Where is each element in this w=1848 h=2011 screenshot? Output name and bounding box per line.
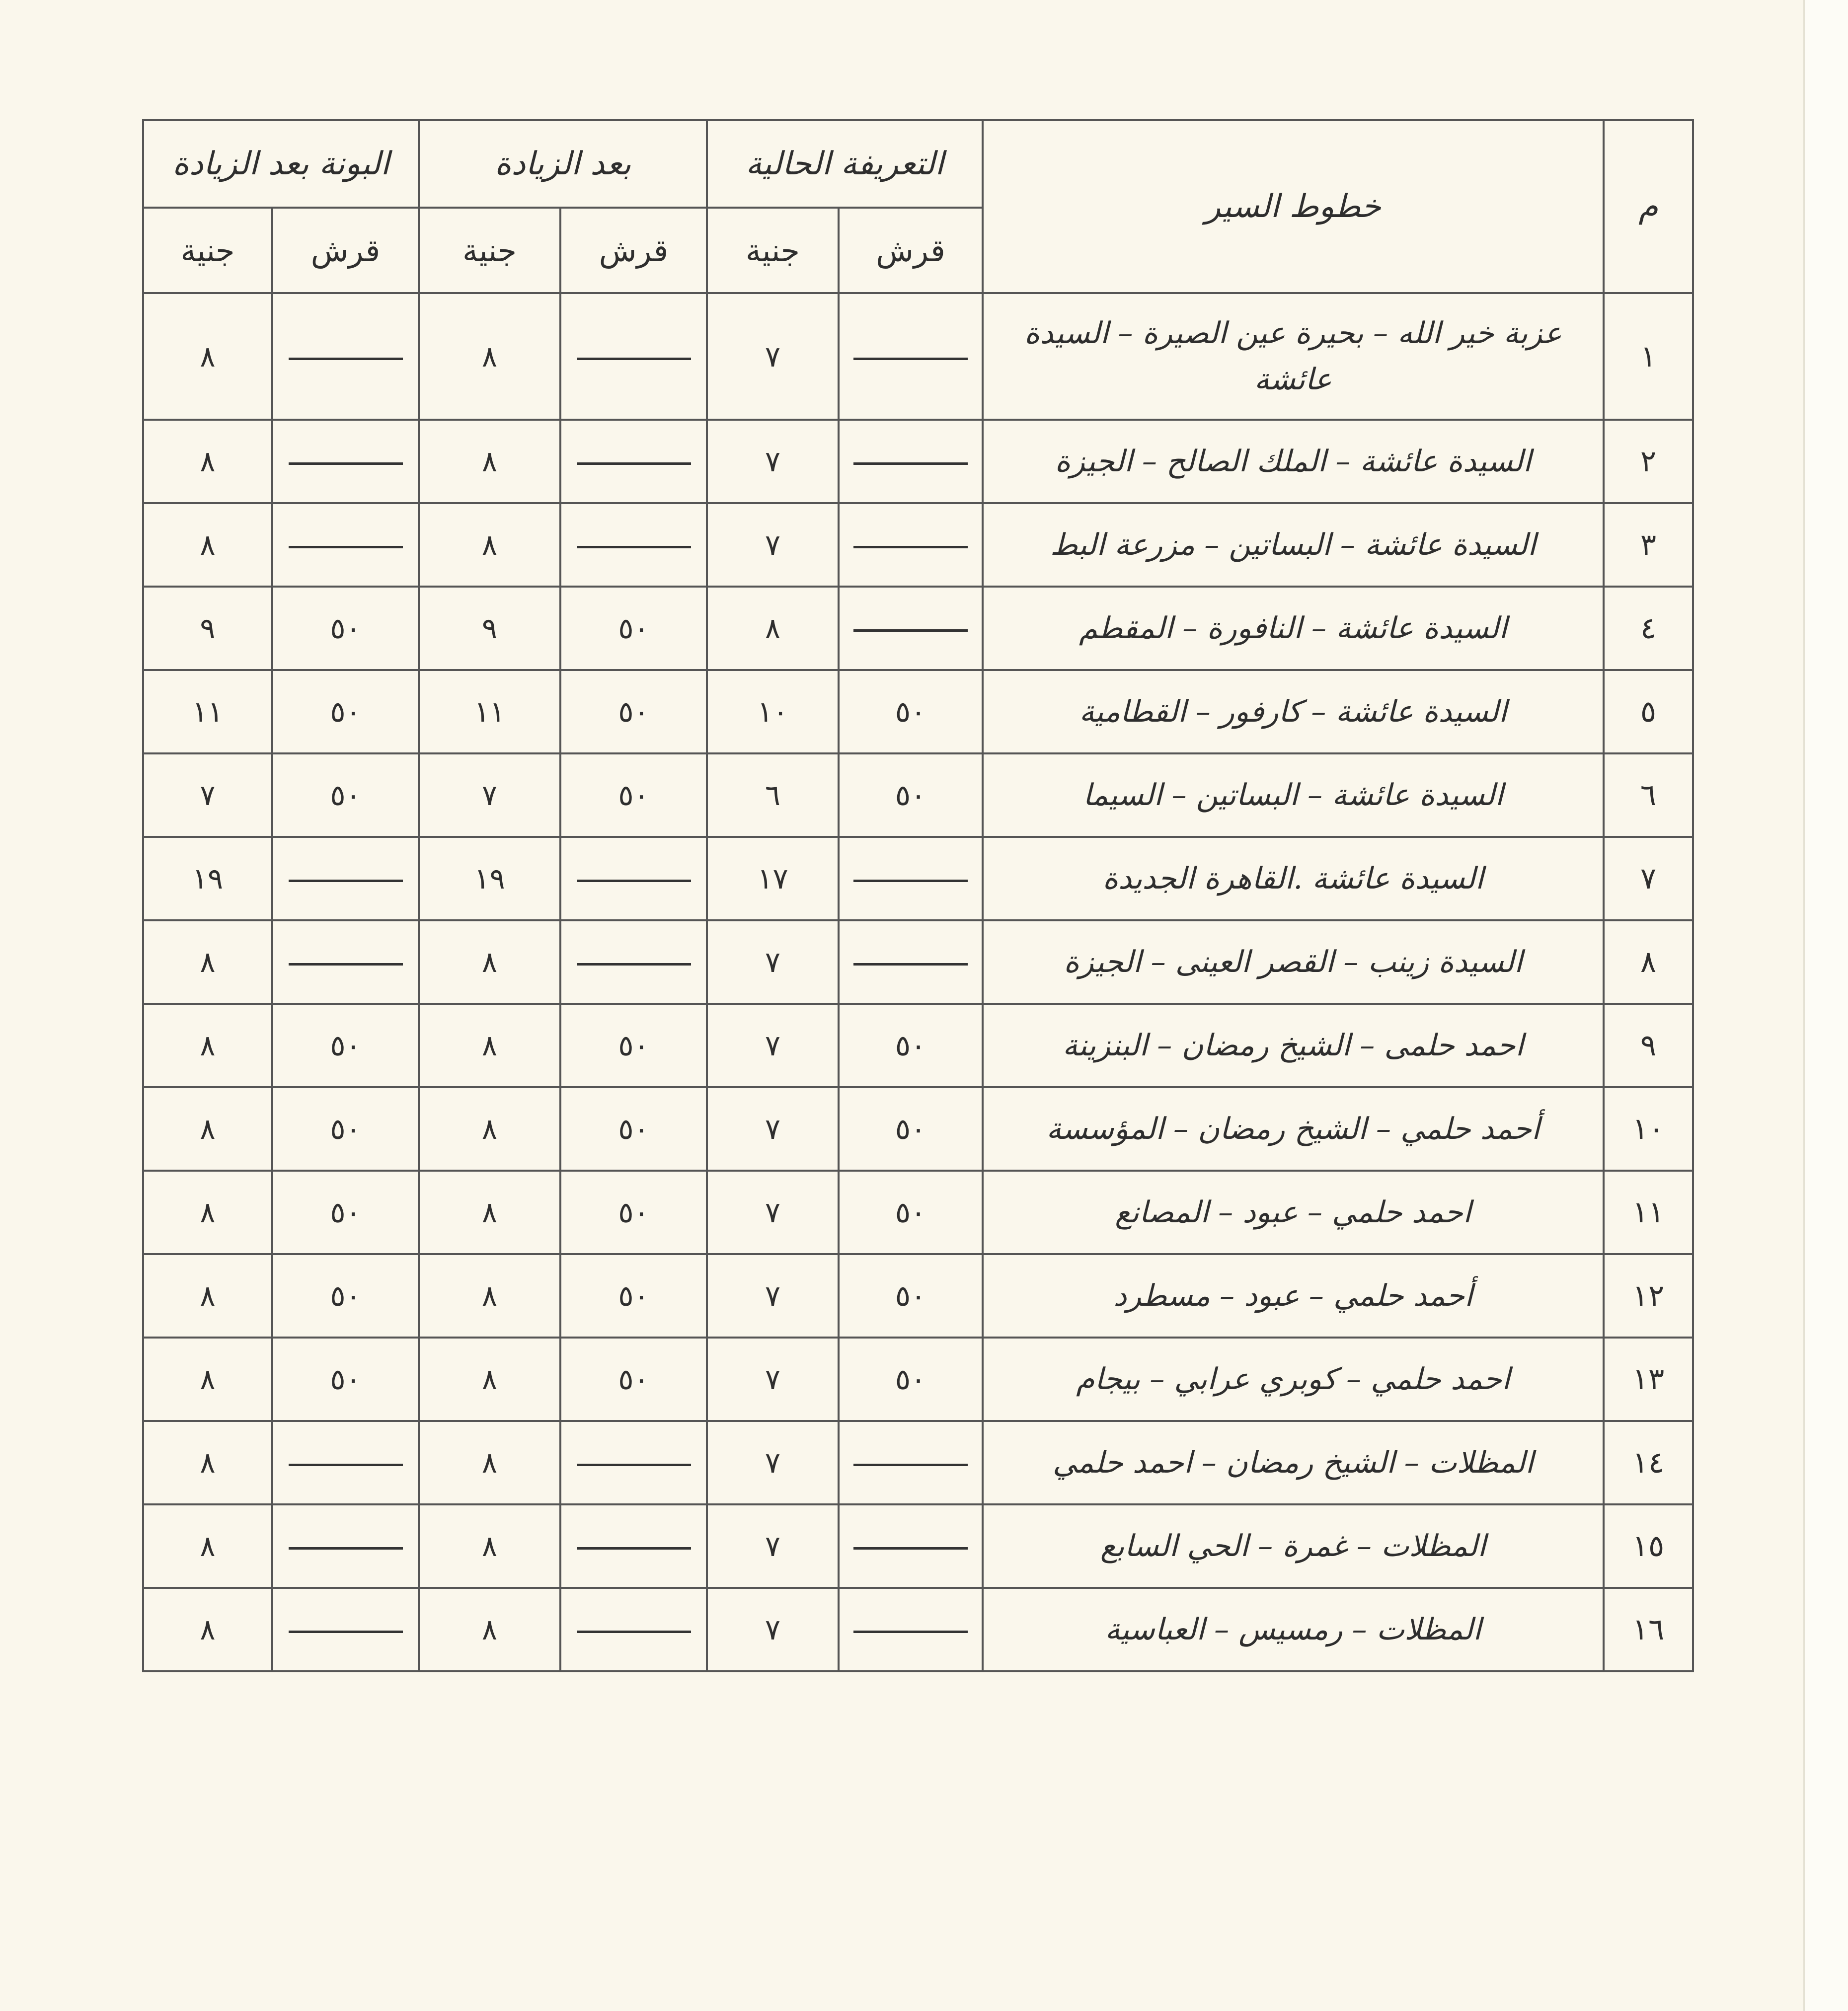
current-pound: ٦ bbox=[707, 753, 839, 837]
coupon-piaster: ٥٠ bbox=[272, 1004, 419, 1087]
route-name: السيدة عائشة – البساتين – السيما bbox=[983, 753, 1604, 837]
table-row bbox=[143, 670, 1693, 753]
current-pound: ١٠ bbox=[707, 670, 839, 753]
row-index: ٣ bbox=[1604, 503, 1693, 587]
route-name: أحمد حلمي – الشيخ رمضان – المؤسسة bbox=[983, 1087, 1604, 1171]
current-piaster bbox=[839, 1421, 983, 1504]
fare-table bbox=[142, 119, 1694, 1672]
after-pound: ٨ bbox=[419, 1171, 560, 1254]
after-piaster: ٥٠ bbox=[560, 1004, 707, 1087]
coupon-pound: ٨ bbox=[143, 1004, 272, 1087]
current-pound: ٧ bbox=[707, 1254, 839, 1338]
table-row bbox=[143, 293, 1693, 420]
coupon-pound: ٨ bbox=[143, 1588, 272, 1671]
route-name: المظلات – رمسيس – العباسية bbox=[983, 1588, 1604, 1671]
page-edge bbox=[1803, 0, 1848, 2011]
current-piaster: ٥٠ bbox=[839, 1004, 983, 1087]
row-index: ١ bbox=[1604, 293, 1693, 420]
coupon-pound: ٨ bbox=[143, 1254, 272, 1338]
empty-dash bbox=[289, 358, 403, 360]
after-pound: ٩ bbox=[419, 587, 560, 670]
after-piaster: ٥٠ bbox=[560, 587, 707, 670]
empty-dash bbox=[289, 546, 403, 548]
after-piaster bbox=[560, 503, 707, 587]
after-piaster bbox=[560, 420, 707, 503]
current-piaster bbox=[839, 293, 983, 420]
subheader-pound: جنية bbox=[419, 208, 560, 293]
coupon-pound: ٧ bbox=[143, 753, 272, 837]
subheader-piaster: قرش bbox=[839, 208, 983, 293]
row-index: ١٥ bbox=[1604, 1504, 1693, 1588]
current-piaster bbox=[839, 587, 983, 670]
coupon-pound: ٨ bbox=[143, 420, 272, 503]
empty-dash bbox=[289, 1547, 403, 1550]
route-name: المظلات – غمرة – الحي السابع bbox=[983, 1504, 1604, 1588]
after-piaster: ٥٠ bbox=[560, 1087, 707, 1171]
coupon-piaster: ٥٠ bbox=[272, 1254, 419, 1338]
coupon-pound: ٨ bbox=[143, 1421, 272, 1504]
empty-dash bbox=[853, 462, 968, 465]
after-pound: ٨ bbox=[419, 1504, 560, 1588]
route-name: المظلات – الشيخ رمضان – احمد حلمي bbox=[983, 1421, 1604, 1504]
empty-dash bbox=[853, 358, 968, 360]
current-pound: ٧ bbox=[707, 1338, 839, 1421]
table-row bbox=[143, 420, 1693, 503]
subheader-piaster: قرش bbox=[560, 208, 707, 293]
current-pound: ٧ bbox=[707, 1588, 839, 1671]
coupon-piaster bbox=[272, 293, 419, 420]
current-piaster: ٥٠ bbox=[839, 1171, 983, 1254]
row-index: ١٣ bbox=[1604, 1338, 1693, 1421]
row-index: ١٤ bbox=[1604, 1421, 1693, 1504]
table-row bbox=[143, 1087, 1693, 1171]
table-row bbox=[143, 753, 1693, 837]
table-row bbox=[143, 1004, 1693, 1087]
after-pound: ٨ bbox=[419, 1254, 560, 1338]
empty-dash bbox=[577, 880, 691, 882]
coupon-piaster: ٥٠ bbox=[272, 1171, 419, 1254]
subheader-pound: جنية bbox=[707, 208, 839, 293]
row-index: ٤ bbox=[1604, 587, 1693, 670]
header-index: م bbox=[1604, 120, 1693, 293]
empty-dash bbox=[853, 546, 968, 548]
after-pound: ٧ bbox=[419, 753, 560, 837]
row-index: ٥ bbox=[1604, 670, 1693, 753]
current-piaster: ٥٠ bbox=[839, 753, 983, 837]
coupon-pound: ٨ bbox=[143, 1087, 272, 1171]
coupon-piaster bbox=[272, 1588, 419, 1671]
after-pound: ١٩ bbox=[419, 837, 560, 920]
empty-dash bbox=[577, 546, 691, 548]
row-index: ١٦ bbox=[1604, 1588, 1693, 1671]
after-piaster bbox=[560, 1588, 707, 1671]
route-name: السيدة عائشة – النافورة – المقطم bbox=[983, 587, 1604, 670]
after-piaster: ٥٠ bbox=[560, 753, 707, 837]
coupon-pound: ٨ bbox=[143, 1504, 272, 1588]
empty-dash bbox=[289, 1631, 403, 1633]
coupon-pound: ٨ bbox=[143, 293, 272, 420]
coupon-pound: ٨ bbox=[143, 1338, 272, 1421]
current-pound: ٧ bbox=[707, 1004, 839, 1087]
after-pound: ١١ bbox=[419, 670, 560, 753]
row-index: ١٠ bbox=[1604, 1087, 1693, 1171]
after-pound: ٨ bbox=[419, 503, 560, 587]
after-piaster: ٥٠ bbox=[560, 1338, 707, 1421]
coupon-piaster bbox=[272, 420, 419, 503]
empty-dash bbox=[289, 1464, 403, 1466]
after-piaster bbox=[560, 1504, 707, 1588]
after-piaster bbox=[560, 1421, 707, 1504]
current-pound: ٧ bbox=[707, 920, 839, 1004]
header-after-increase: بعد الزيادة bbox=[419, 120, 707, 208]
current-pound: ٧ bbox=[707, 1087, 839, 1171]
coupon-piaster bbox=[272, 1504, 419, 1588]
current-pound: ٧ bbox=[707, 293, 839, 420]
header-route: خطوط السير bbox=[983, 120, 1604, 293]
current-piaster bbox=[839, 837, 983, 920]
row-index: ٩ bbox=[1604, 1004, 1693, 1087]
table-row bbox=[143, 1254, 1693, 1338]
after-piaster bbox=[560, 837, 707, 920]
current-pound: ٧ bbox=[707, 1171, 839, 1254]
row-index: ٧ bbox=[1604, 837, 1693, 920]
current-pound: ٧ bbox=[707, 1421, 839, 1504]
route-name: عزبة خير الله – بحيرة عين الصيرة – السيدة عائشة bbox=[983, 293, 1604, 420]
coupon-piaster: ٥٠ bbox=[272, 1087, 419, 1171]
coupon-pound: ٨ bbox=[143, 920, 272, 1004]
table-row bbox=[143, 1421, 1693, 1504]
after-piaster bbox=[560, 920, 707, 1004]
row-index: ٦ bbox=[1604, 753, 1693, 837]
after-piaster: ٥٠ bbox=[560, 1171, 707, 1254]
current-pound: ٨ bbox=[707, 587, 839, 670]
subheader-piaster: قرش bbox=[272, 208, 419, 293]
empty-dash bbox=[577, 1464, 691, 1466]
table-row bbox=[143, 1171, 1693, 1254]
after-pound: ٨ bbox=[419, 1004, 560, 1087]
route-name: أحمد حلمي – عبود – مسطرد bbox=[983, 1254, 1604, 1338]
after-pound: ٨ bbox=[419, 1338, 560, 1421]
empty-dash bbox=[577, 462, 691, 465]
table-row bbox=[143, 587, 1693, 670]
row-index: ١٢ bbox=[1604, 1254, 1693, 1338]
coupon-piaster: ٥٠ bbox=[272, 753, 419, 837]
table-row bbox=[143, 837, 1693, 920]
empty-dash bbox=[853, 1464, 968, 1466]
empty-dash bbox=[853, 1631, 968, 1633]
route-name: السيدة عائشة – البساتين – مزرعة البط bbox=[983, 503, 1604, 587]
current-piaster bbox=[839, 503, 983, 587]
coupon-piaster bbox=[272, 837, 419, 920]
fare-table-body bbox=[143, 293, 1693, 1671]
route-name: احمد حلمى – الشيخ رمضان – البنزينة bbox=[983, 1004, 1604, 1087]
after-pound: ٨ bbox=[419, 920, 560, 1004]
route-name: السيدة زينب – القصر العينى – الجيزة bbox=[983, 920, 1604, 1004]
after-pound: ٨ bbox=[419, 420, 560, 503]
current-pound: ٧ bbox=[707, 1504, 839, 1588]
current-piaster: ٥٠ bbox=[839, 670, 983, 753]
empty-dash bbox=[289, 462, 403, 465]
empty-dash bbox=[577, 1631, 691, 1633]
after-piaster: ٥٠ bbox=[560, 1254, 707, 1338]
route-name: السيدة عائشة .القاهرة الجديدة bbox=[983, 837, 1604, 920]
current-piaster bbox=[839, 1588, 983, 1671]
empty-dash bbox=[853, 963, 968, 966]
subheader-pound: جنية bbox=[143, 208, 272, 293]
table-row bbox=[143, 920, 1693, 1004]
empty-dash bbox=[289, 880, 403, 882]
current-pound: ٧ bbox=[707, 420, 839, 503]
after-pound: ٨ bbox=[419, 1588, 560, 1671]
coupon-piaster: ٥٠ bbox=[272, 587, 419, 670]
empty-dash bbox=[853, 880, 968, 882]
current-piaster: ٥٠ bbox=[839, 1254, 983, 1338]
empty-dash bbox=[577, 358, 691, 360]
table-row bbox=[143, 1588, 1693, 1671]
route-name: احمد حلمي – كوبري عرابي – بيجام bbox=[983, 1338, 1604, 1421]
table-row bbox=[143, 1504, 1693, 1588]
empty-dash bbox=[853, 1547, 968, 1550]
coupon-piaster bbox=[272, 1421, 419, 1504]
row-index: ٢ bbox=[1604, 420, 1693, 503]
route-name: السيدة عائشة – الملك الصالح – الجيزة bbox=[983, 420, 1604, 503]
after-piaster bbox=[560, 293, 707, 420]
coupon-piaster: ٥٠ bbox=[272, 1338, 419, 1421]
coupon-piaster bbox=[272, 503, 419, 587]
coupon-pound: ٩ bbox=[143, 587, 272, 670]
table-row bbox=[143, 1338, 1693, 1421]
row-index: ١١ bbox=[1604, 1171, 1693, 1254]
current-piaster bbox=[839, 920, 983, 1004]
route-name: السيدة عائشة – كارفور – القطامية bbox=[983, 670, 1604, 753]
coupon-piaster bbox=[272, 920, 419, 1004]
after-pound: ٨ bbox=[419, 293, 560, 420]
empty-dash bbox=[853, 629, 968, 632]
table-row bbox=[143, 503, 1693, 587]
coupon-piaster: ٥٠ bbox=[272, 670, 419, 753]
row-index: ٨ bbox=[1604, 920, 1693, 1004]
fare-sheet bbox=[144, 119, 1694, 1672]
route-name: احمد حلمي – عبود – المصانع bbox=[983, 1171, 1604, 1254]
current-piaster: ٥٠ bbox=[839, 1087, 983, 1171]
empty-dash bbox=[577, 1547, 691, 1550]
empty-dash bbox=[289, 963, 403, 966]
coupon-pound: ١١ bbox=[143, 670, 272, 753]
after-piaster: ٥٠ bbox=[560, 670, 707, 753]
coupon-pound: ٨ bbox=[143, 503, 272, 587]
current-pound: ٧ bbox=[707, 503, 839, 587]
current-piaster bbox=[839, 420, 983, 503]
header-coupon-after-increase: البونة بعد الزيادة bbox=[143, 120, 419, 208]
header-current-fare: التعريفة الحالية bbox=[707, 120, 983, 208]
current-pound: ١٧ bbox=[707, 837, 839, 920]
empty-dash bbox=[577, 963, 691, 966]
table-header-row bbox=[143, 120, 1693, 208]
coupon-pound: ١٩ bbox=[143, 837, 272, 920]
current-piaster bbox=[839, 1504, 983, 1588]
coupon-pound: ٨ bbox=[143, 1171, 272, 1254]
after-pound: ٨ bbox=[419, 1087, 560, 1171]
after-pound: ٨ bbox=[419, 1421, 560, 1504]
current-piaster: ٥٠ bbox=[839, 1338, 983, 1421]
